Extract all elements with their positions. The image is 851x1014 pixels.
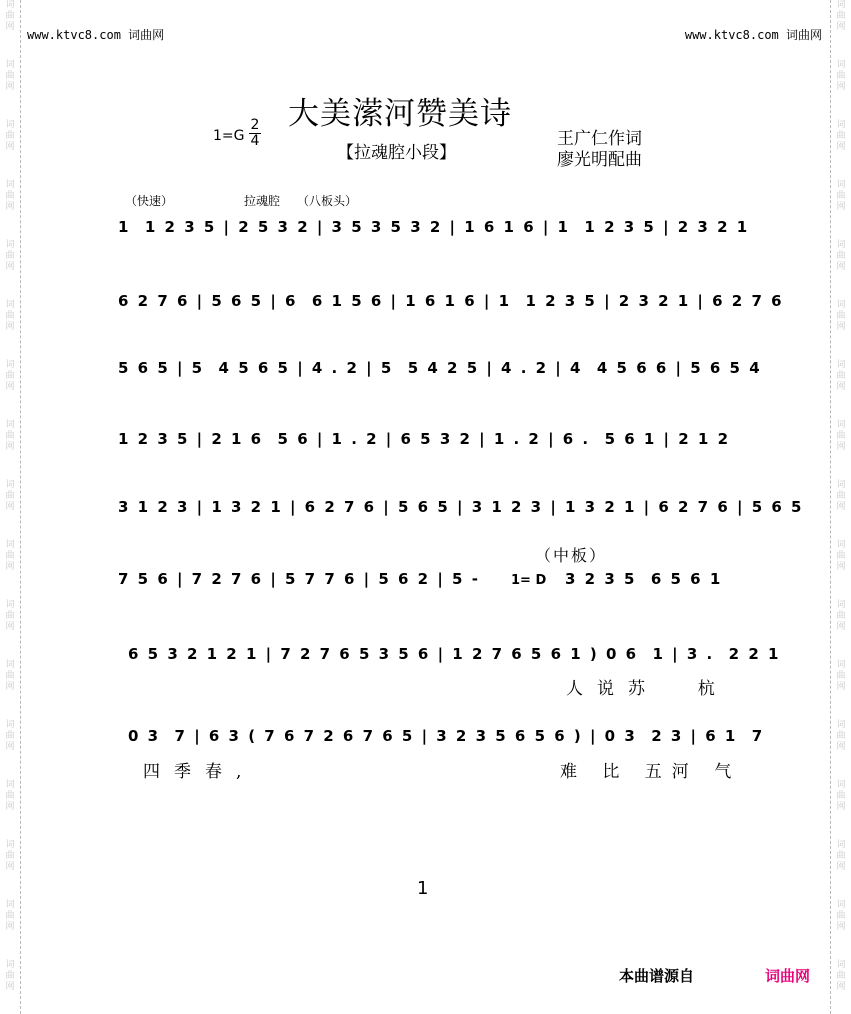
left-dashed-border [20,0,21,1014]
authors-block [557,129,642,171]
watermark-url-right[interactable]: www.ktvc8.com 词曲网 [684,28,822,42]
song-title: 大美潆河赞美诗 [288,96,512,132]
brand-logo-text[interactable]: 词曲网 [765,967,811,985]
right-dashed-border [830,0,831,1014]
notation-row-7: 6 5 3 2 1 2 1 | 7 2 7 6 5 3 5 6 | 1 2 7 6 5 6 1 ) 0 6 1 | 3 . 2 2 1 [128,645,781,663]
tempo-note: （快速） [125,194,174,208]
composer: 廖光明配曲 [557,150,642,170]
notation-row-6: 7 5 6 | 7 2 7 6 | 5 7 7 6 | 5 6 2 | 5 - [118,570,480,588]
key-change: 1= D [511,573,547,588]
notation-row-1: 1 1 2 3 5 | 2 5 3 2 | 3 5 3 5 3 2 | 1 6 1 6 | 1 1 2 3 5 | 2 3 2 1 [118,218,750,236]
key-signature: 1=G [213,128,245,144]
lyric-line-1: 人说苏 杭 [566,679,729,699]
notation-row-5: 3 1 2 3 | 1 3 2 1 | 6 2 7 6 | 5 6 5 | 3 1 2 3 | 1 3 2 1 | 6 2 7 6 | 5 6 5 [118,498,804,516]
lyricist: 王广仁作词 [557,129,642,149]
source-label: 本曲谱源自 [619,967,695,985]
style-note-2: （八板头） [297,194,358,208]
watermark-url-left[interactable]: www.ktvc8.com 词曲网 [27,28,165,42]
page-number: 1 [417,878,429,899]
tempo-change-marking: （中板） [535,546,608,565]
time-signature [249,118,261,149]
notation-row-4: 1 2 3 5 | 2 1 6 5 6 | 1 . 2 | 6 5 3 2 | 1 . 2 | 6 . 5 6 1 | 2 1 2 [118,430,731,448]
notation-row-8: 0 3 7 | 6 3 ( 7 6 7 2 6 7 6 5 | 3 2 3 5 6 5 6 ) | 0 3 2 3 | 6 1 7 [128,727,765,745]
notation-row-2: 6 2 7 6 | 5 6 5 | 6 6 1 5 6 | 1 6 1 6 | 1 1 2 3 5 | 2 3 2 1 | 6 2 7 6 [118,292,784,310]
lyric-line-2-left: 四季春, [143,762,256,782]
style-note: 拉魂腔 [244,194,281,208]
notation-row-6-tail: 3 2 3 5 6 5 6 1 [565,570,723,588]
lyric-line-2-right: 难 比 五河 气 [560,762,742,782]
time-signature-top: 2 [250,117,260,133]
song-subtitle: 【拉魂腔小段】 [337,143,456,163]
time-signature-bottom: 4 [250,133,260,149]
right-watermark-strip: 词 曲 网 词 曲 网 词 曲 网 词 曲 网 词 曲 网 词 曲 网 词 曲 网 词 曲 网 词 曲 网 词 曲 网 词 曲 网 词 曲 网 词 曲 网 词 曲 网 词 曲 网 词 曲 网 词 曲 网 [836,0,846,992]
notation-row-3: 5 6 5 | 5 4 5 6 5 | 4 . 2 | 5 5 4 2 5 | 4 . 2 | 4 4 5 6 6 | 5 6 5 4 [118,359,762,377]
left-watermark-strip: 词 曲 网 词 曲 网 词 曲 网 词 曲 网 词 曲 网 词 曲 网 词 曲 网 词 曲 网 词 曲 网 词 曲 网 词 曲 网 词 曲 网 词 曲 网 词 曲 网 词 曲 网 词 曲 网 词 曲 网 [5,0,15,992]
